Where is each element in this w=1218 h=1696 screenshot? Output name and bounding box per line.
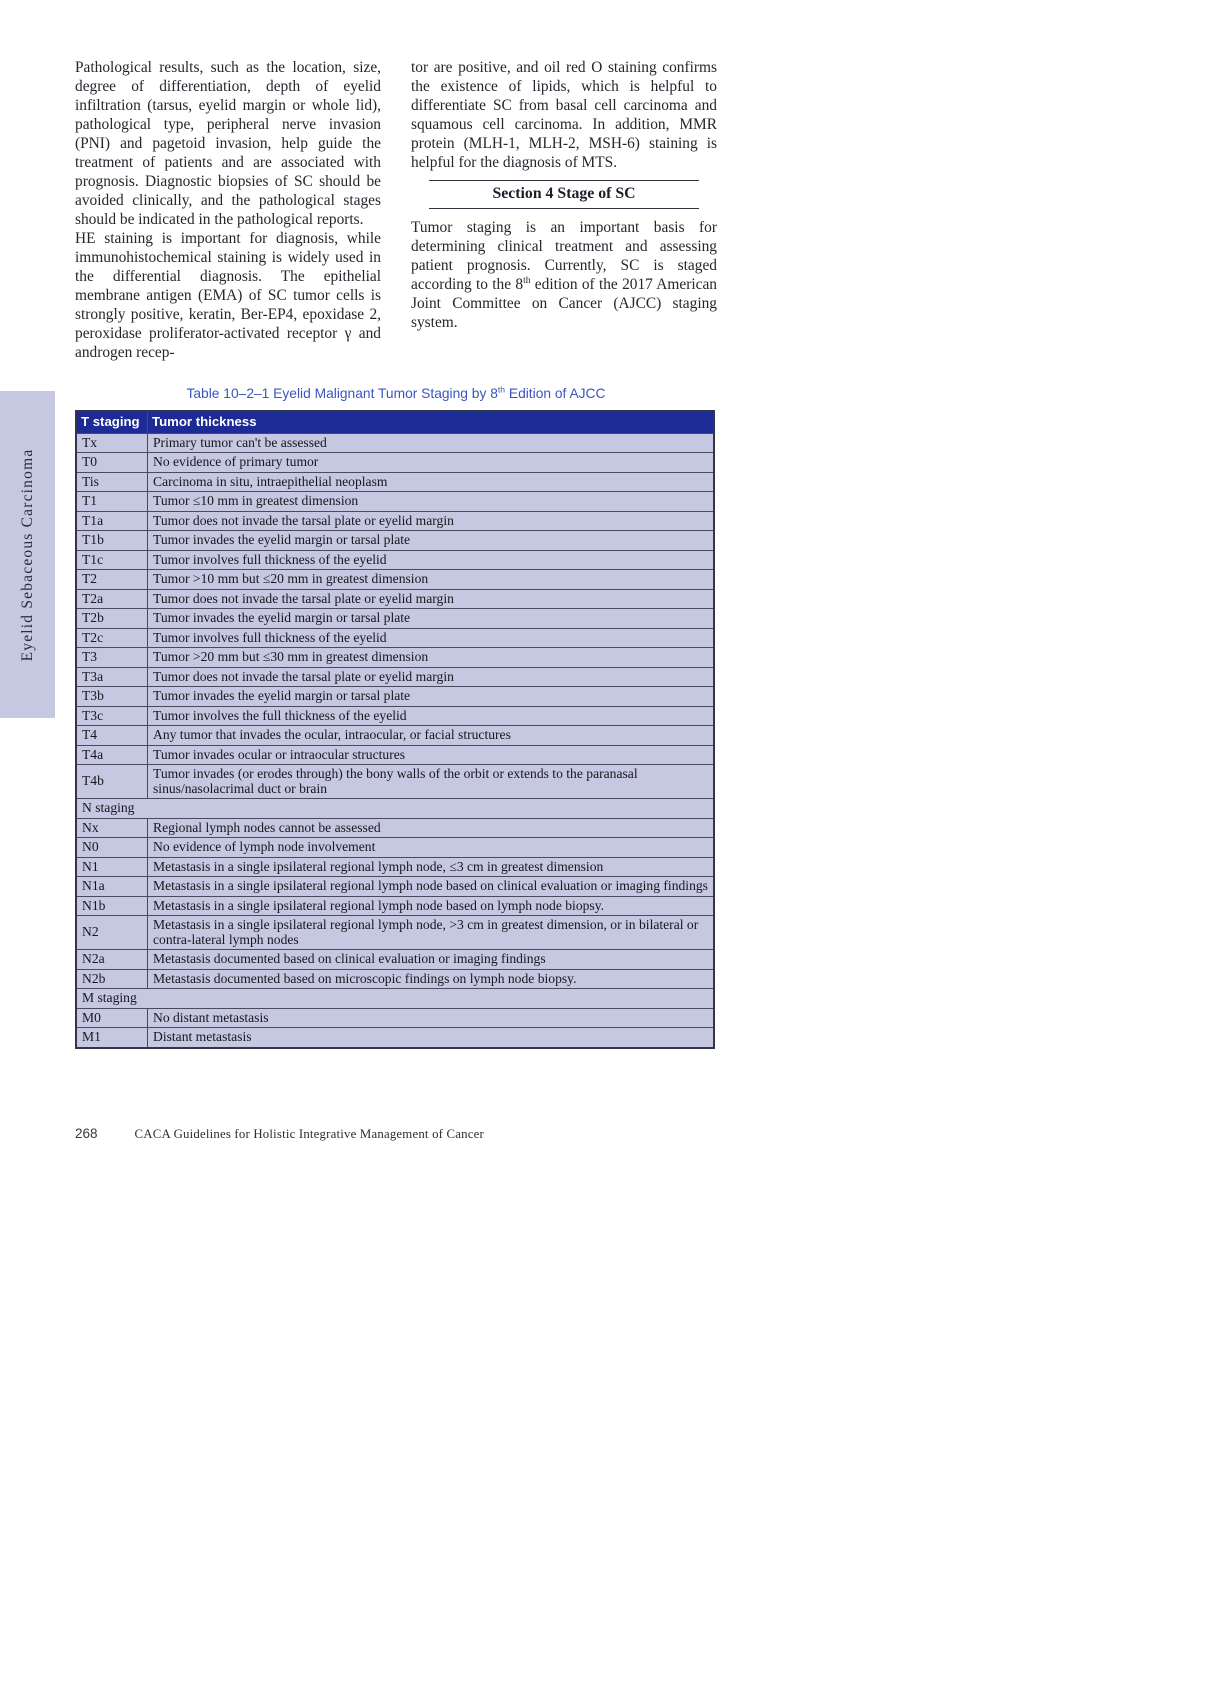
staging-row: [76, 1028, 714, 1048]
staging-row: [76, 857, 714, 877]
staging-row: [76, 492, 714, 512]
table-caption-superscript: th: [497, 384, 506, 395]
staging-label-cell: M0: [76, 1008, 148, 1028]
page-number: 268: [75, 1126, 98, 1141]
staging-description-cell: Tumor invades the eyelid margin or tarsal plate: [148, 609, 715, 629]
staging-label-cell: N0: [76, 838, 148, 858]
staging-row: [76, 838, 714, 858]
staging-label-cell: N2a: [76, 950, 148, 970]
staging-label-cell: T1b: [76, 531, 148, 551]
staging-row: [76, 511, 714, 531]
staging-row: [76, 969, 714, 989]
left-column: [75, 58, 381, 362]
staging-row: [76, 706, 714, 726]
staging-description-cell: Metastasis in a single ipsilateral regional lymph node, ≤3 cm in greatest dimension: [148, 857, 715, 877]
two-column-text: [75, 58, 717, 362]
staging-description-cell: Tumor involves the full thickness of the eyelid: [148, 706, 715, 726]
staging-row: [76, 628, 714, 648]
staging-description-cell: Tumor does not invade the tarsal plate or eyelid margin: [148, 667, 715, 687]
staging-label-cell: T4: [76, 726, 148, 746]
section-label-cell: M staging: [76, 989, 714, 1009]
table-section-row: [76, 989, 714, 1009]
chapter-vertical-label: Eyelid Sebaceous Carcinoma: [18, 448, 36, 661]
staging-description-cell: Distant metastasis: [148, 1028, 715, 1048]
staging-description-cell: Tumor invades (or erodes through) the bony walls of the orbit or extends to the paranasal sinus/nasolacrimal duct or brain: [148, 765, 715, 799]
staging-label-cell: T3c: [76, 706, 148, 726]
staging-description-cell: Metastasis in a single ipsilateral regional lymph node, >3 cm in greatest dimension, or in bilateral or contra-lateral lymph nodes: [148, 916, 715, 950]
staging-row: [76, 589, 714, 609]
staging-description-cell: Metastasis documented based on clinical evaluation or imaging findings: [148, 950, 715, 970]
chapter-side-strip: [0, 391, 55, 718]
staging-description-cell: Tumor invades ocular or intraocular structures: [148, 745, 715, 765]
staging-row: [76, 726, 714, 746]
staging-description-cell: Metastasis in a single ipsilateral regional lymph node based on lymph node biopsy.: [148, 896, 715, 916]
staging-row: [76, 818, 714, 838]
staging-description-cell: Tumor does not invade the tarsal plate or eyelid margin: [148, 589, 715, 609]
staging-description-cell: Tumor does not invade the tarsal plate or eyelid margin: [148, 511, 715, 531]
staging-label-cell: Tis: [76, 472, 148, 492]
table-caption-text: Table 10–2–1 Eyelid Malignant Tumor Staging by 8: [186, 386, 498, 401]
staging-label-cell: N1: [76, 857, 148, 877]
column-header-t-staging: T staging: [76, 411, 148, 433]
staging-description-cell: Metastasis documented based on microscopic findings on lymph node biopsy.: [148, 969, 715, 989]
staging-description-cell: Regional lymph nodes cannot be assessed: [148, 818, 715, 838]
staging-row: [76, 531, 714, 551]
staging-row: [76, 472, 714, 492]
staging-label-cell: T1c: [76, 550, 148, 570]
section-heading-block: [429, 180, 699, 209]
table-caption: [75, 386, 717, 401]
paragraph-he-staining: HE staining is important for diagnosis, while immunohistochemical staining is widely used in the differential diagnosis. The epithelial membrane antigen (EMA) of SC tumor cells is strongly positive, keratin, Ber-EP4, epoxidase 2, peroxidase proliferator-activated receptor γ and androgen recep-: [75, 230, 381, 361]
staging-description-cell: Any tumor that invades the ocular, intraocular, or facial structures: [148, 726, 715, 746]
ajcc-staging-table: [75, 410, 715, 1049]
staging-row: [76, 453, 714, 473]
staging-row: [76, 765, 714, 799]
staging-description-cell: Tumor invades the eyelid margin or tarsal plate: [148, 687, 715, 707]
section-title: Section 4 Stage of SC: [492, 185, 636, 202]
staging-row: [76, 433, 714, 453]
staging-description-cell: Primary tumor can't be assessed: [148, 433, 715, 453]
staging-label-cell: N2b: [76, 969, 148, 989]
staging-label-cell: T1: [76, 492, 148, 512]
staging-row: [76, 667, 714, 687]
staging-row: [76, 877, 714, 897]
staging-description-cell: Tumor involves full thickness of the eyelid: [148, 628, 715, 648]
staging-label-cell: T0: [76, 453, 148, 473]
section-rule-bottom: [429, 208, 699, 209]
staging-row: [76, 1008, 714, 1028]
table-section-row: [76, 799, 714, 819]
staging-row: [76, 648, 714, 668]
staging-description-cell: Tumor >20 mm but ≤30 mm in greatest dimension: [148, 648, 715, 668]
staging-label-cell: N1a: [76, 877, 148, 897]
right-column: [411, 58, 717, 362]
staging-label-cell: T4a: [76, 745, 148, 765]
staging-table-block: [75, 386, 717, 1049]
staging-row: [76, 687, 714, 707]
paragraph-pathological-results: Pathological results, such as the location, size, degree of differentiation, depth of eyelid infiltration (tarsus, eyelid margin or whole lid), pathological type, peripheral nerve invasion (PNI) and pagetoid invasion, help guide the treatment of patients and are associated with prognosis. Diagnostic biopsies of SC should be avoided clinically, and the pathological stages should be indicated in the pathological reports.: [75, 59, 381, 228]
tumor-staging-text: Tumor staging is an important basis for determining clinical treatment and assessing patient prognosis. Currently, SC is staged according to the 8: [411, 219, 717, 293]
staging-label-cell: T3b: [76, 687, 148, 707]
column-header-tumor-thickness: Tumor thickness: [148, 411, 715, 433]
staging-description-cell: Metastasis in a single ipsilateral regional lymph node based on clinical evaluation or imaging findings: [148, 877, 715, 897]
staging-label-cell: M1: [76, 1028, 148, 1048]
staging-label-cell: T3: [76, 648, 148, 668]
staging-label-cell: T2b: [76, 609, 148, 629]
table-header-row: [76, 411, 714, 433]
paragraph-tumor-staging: [411, 218, 717, 332]
staging-row: [76, 550, 714, 570]
staging-description-cell: Tumor invades the eyelid margin or tarsal plate: [148, 531, 715, 551]
staging-row: [76, 570, 714, 590]
paragraph-oil-red-o: tor are positive, and oil red O staining confirms the existence of lipids, which is helpful to differentiate SC from basal cell carcinoma and squamous cell carcinoma. In addition, MMR protein (MLH-1, MLH-2, MSH-6) staining is helpful for the diagnosis of MTS.: [411, 59, 717, 171]
staging-description-cell: Tumor involves full thickness of the eyelid: [148, 550, 715, 570]
running-footer-title: CACA Guidelines for Holistic Integrative Management of Cancer: [134, 1127, 484, 1141]
staging-label-cell: T2: [76, 570, 148, 590]
staging-label-cell: N1b: [76, 896, 148, 916]
staging-description-cell: Carcinoma in situ, intraepithelial neoplasm: [148, 472, 715, 492]
page-footer: [75, 1126, 717, 1142]
staging-description-cell: No distant metastasis: [148, 1008, 715, 1028]
superscript-th: th: [523, 274, 531, 286]
staging-label-cell: T2a: [76, 589, 148, 609]
section-label-cell: N staging: [76, 799, 714, 819]
staging-row: [76, 896, 714, 916]
staging-description-cell: No evidence of lymph node involvement: [148, 838, 715, 858]
staging-row: [76, 916, 714, 950]
staging-description-cell: No evidence of primary tumor: [148, 453, 715, 473]
page-content: [75, 58, 717, 1049]
staging-description-cell: Tumor >10 mm but ≤20 mm in greatest dimension: [148, 570, 715, 590]
staging-label-cell: T4b: [76, 765, 148, 799]
staging-row: [76, 950, 714, 970]
staging-row: [76, 609, 714, 629]
staging-label-cell: T3a: [76, 667, 148, 687]
staging-row: [76, 745, 714, 765]
staging-label-cell: T2c: [76, 628, 148, 648]
staging-label-cell: Nx: [76, 818, 148, 838]
staging-label-cell: N2: [76, 916, 148, 950]
staging-label-cell: T1a: [76, 511, 148, 531]
staging-label-cell: Tx: [76, 433, 148, 453]
tumor-staging-text-cont: edition of the 2017 American Joint Committee on Cancer (AJCC) staging system.: [411, 276, 717, 331]
table-caption-text-cont: Edition of AJCC: [505, 386, 606, 401]
staging-description-cell: Tumor ≤10 mm in greatest dimension: [148, 492, 715, 512]
